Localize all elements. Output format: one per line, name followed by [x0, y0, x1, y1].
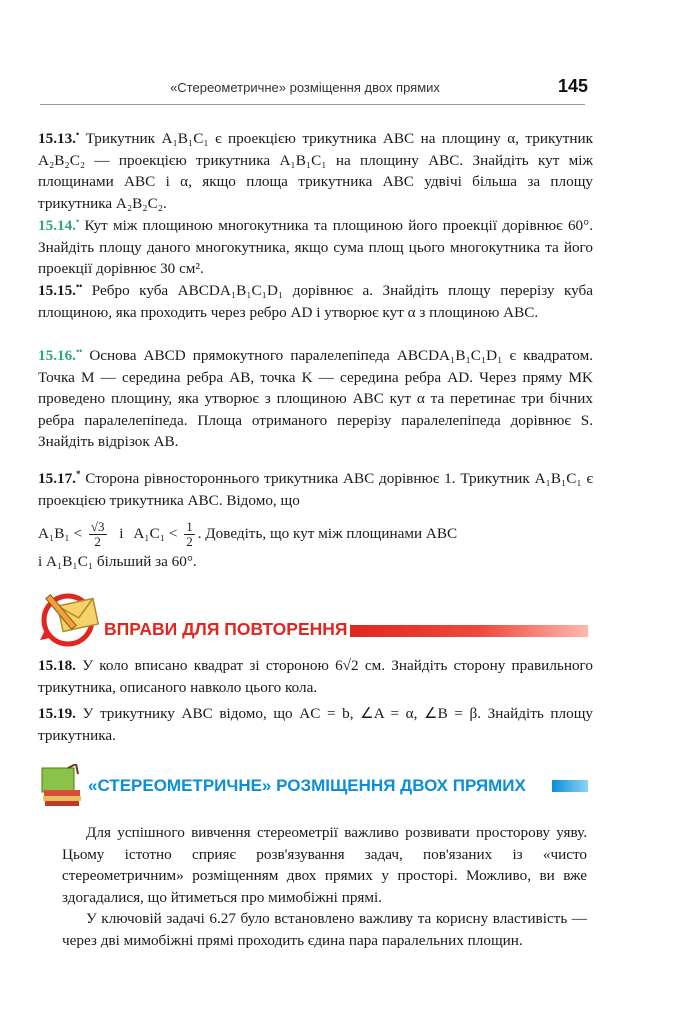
topic-paragraph-1: Для успішного вивчення стереометрії важливо розвивати просторову уяву. Цьому істотно сприяє розв'язування задач, пов'язаних із «чисто стереометричним» розміщенням двох прямих у просторі. Можливо, ви вже здогадалися, що йтиметься про мимобіжні прямі.: [62, 824, 587, 906]
problem-text: Сторона рівностороннього трикутника ABC дорівнює 1. Трикутник A₁B₁C₁ є проекцією трикутника ABC. Відомо, що: [38, 470, 593, 509]
problem-text: Основа ABCD прямокутного паралелепіпеда ABCDA₁B₁C₁D₁ є квадратом. Точка M — середина ребра AB, точка K — середина ребра AD. Через пряму MK проведено площину, яка утворює з площиною ABC кут α та перетинає три бічних ребра паралелепіпеда. Площа отриманого перерізу паралелепіпеда дорівнює S. Знайдіть відрізок AB.: [38, 347, 593, 451]
numerator: 1: [186, 519, 193, 535]
problem-15-13: [38, 124, 593, 214]
problem-number: 15.16.: [38, 347, 76, 365]
topic-section-bar: [552, 780, 588, 792]
problem-number: 15.18.: [38, 657, 76, 674]
books-icon: [38, 764, 84, 808]
conjunction: і: [119, 525, 124, 543]
problem-text: Трикутник A₁B₁C₁ є проекцією трикутника ABC на площину α, трикутник A₂B₂C₂ — проекцією трикутника A₁B₁C₁ на площину ABC. Знайдіть кут між площинами ABC і α, якщо площа трикутника ABC удвічі більша за площу трикутника A₂B₂C₂.: [38, 130, 594, 212]
header-rule: [40, 104, 585, 105]
page-number: 145: [558, 76, 589, 96]
envelope-pencil-icon: [38, 588, 104, 648]
review-section-bar: [350, 625, 588, 637]
problem-17-line1: [38, 464, 593, 511]
review-section-title: ВПРАВИ ДЛЯ ПОВТОРЕННЯ: [104, 619, 348, 639]
topic-paragraph-2: У ключовій задачі 6.27 було встановлено важливу та корисну властивість — через дві мимобіжні прямі проходить єдина пара паралельних площин.: [62, 910, 587, 949]
problem-17-condition: [38, 517, 593, 551]
problem-15-18: [38, 655, 593, 698]
problem-number: 15.17.: [38, 470, 76, 488]
problem-text: Ребро куба ABCDA₁B₁C₁D₁ дорівнює a. Знайдіть площу перерізу куба площиною, яка проходить через ребро AD і утворює кут α з площиною ABC.: [38, 282, 593, 321]
difficulty-mark: ••: [75, 281, 83, 291]
problem-number: 15.13.: [38, 130, 76, 148]
problem-15-14: [38, 211, 593, 280]
problem-text: Кут між площиною многокутника та площиною його проекції дорівнює 60°. Знайдіть площу даного многокутника, якщо сума площ цього многокутника та його проекції дорівнює 30 см².: [38, 217, 594, 278]
problem-15-15: [38, 276, 593, 323]
difficulty-mark: •: [75, 129, 80, 139]
condition-b: A₁C₁ <: [133, 525, 178, 543]
problem-number: 15.19.: [38, 705, 76, 722]
problem-number: 15.15.: [38, 282, 76, 300]
problem-number: 15.14.: [38, 217, 76, 235]
numerator: √3: [90, 519, 105, 535]
problem-15-19: [38, 703, 593, 746]
running-title: «Стереометричне» розміщення двох прямих: [170, 80, 440, 95]
denominator: 2: [94, 534, 101, 550]
problem-17-line4: і A₁B₁C₁ більший за 60°.: [38, 553, 197, 571]
condition-a: A₁B₁ <: [38, 525, 83, 543]
problem-text: У трикутнику ABC відомо, що AC = b, ∠A = α, ∠B = β. Знайдіть площу трикутника.: [38, 705, 593, 744]
denominator: 2: [186, 534, 193, 550]
difficulty-mark: •: [75, 216, 80, 226]
condition-rest: . Доведіть, що кут між площинами ABC: [197, 525, 458, 543]
problem-15-16: [38, 341, 593, 453]
fraction-1-over-2: [184, 520, 195, 549]
fraction-sqrt3-over-2: [89, 520, 107, 549]
problem-15-17: [38, 464, 593, 573]
problem-text: У коло вписано квадрат зі стороною 6√2 см. Знайдіть сторону правильного трикутника, описаного навколо цього кола.: [38, 657, 593, 696]
difficulty-mark: *: [75, 469, 81, 479]
difficulty-mark: ••: [75, 346, 83, 356]
topic-section-title: «СТЕРЕОМЕТРИЧНЕ» РОЗМІЩЕННЯ ДВОХ ПРЯМИХ: [88, 776, 526, 795]
